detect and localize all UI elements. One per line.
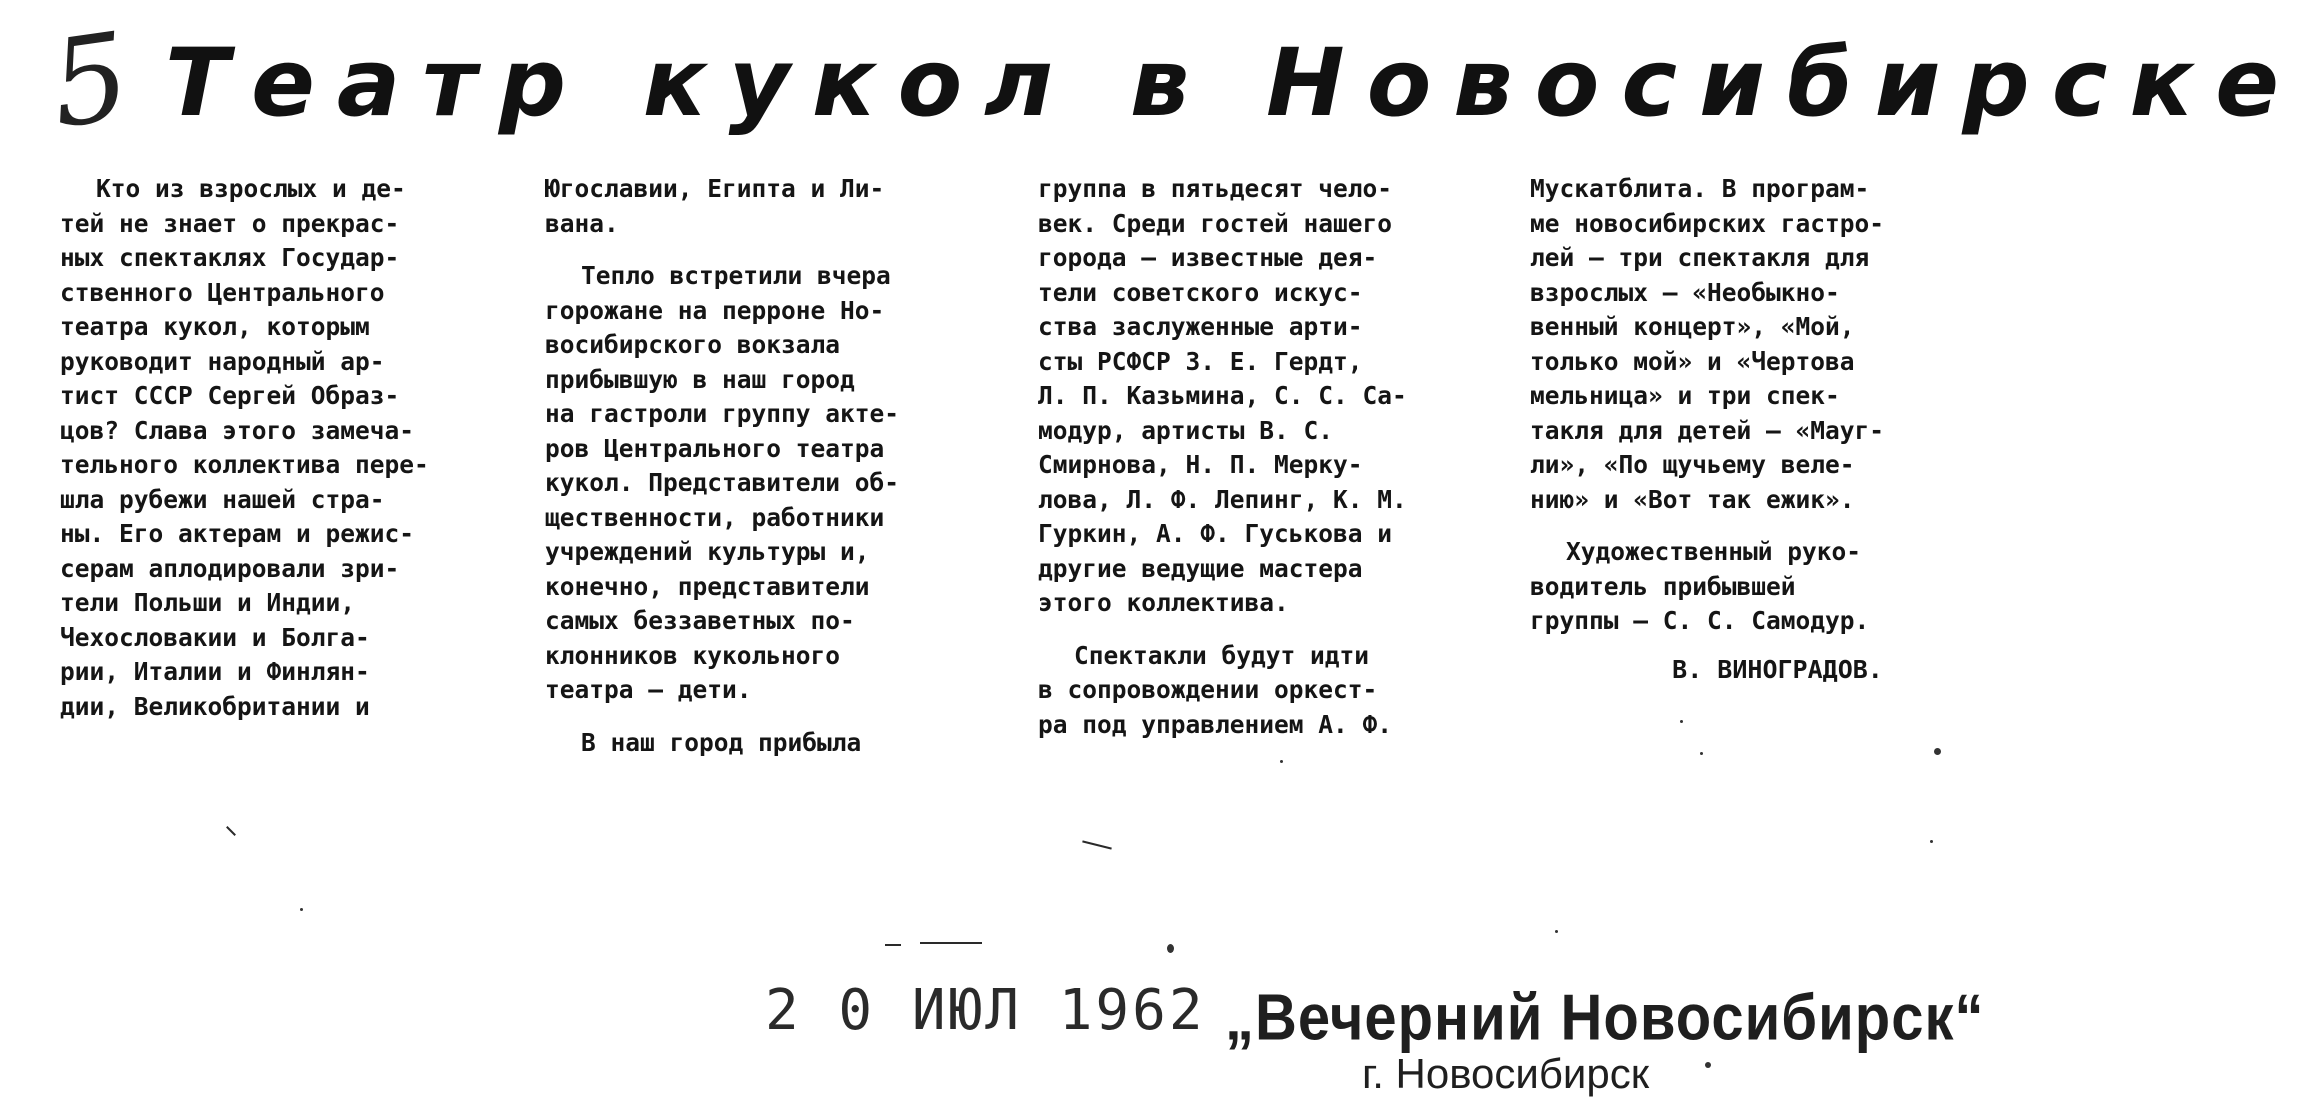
handwritten-number: 5 [42, 7, 138, 156]
ink-speck [1680, 720, 1683, 723]
ink-speck [1555, 930, 1558, 933]
paragraph: Спектакли будут идти в сопровождении оркест- ра под управлением А. Ф. [1038, 640, 1393, 739]
article-column-2 [545, 172, 970, 760]
article-column-1 [60, 172, 485, 724]
date-stamp: 2 0 ИЮЛ 1962 [765, 978, 1206, 1043]
ink-speck [1167, 944, 1174, 953]
ink-speck [1705, 1062, 1711, 1068]
city-stamp: г. Новосибирск [1362, 1050, 1650, 1097]
ink-speck [1700, 752, 1703, 755]
ink-speck [1930, 840, 1933, 843]
article-column-4 [1530, 172, 1955, 687]
paragraph: Кто из взрослых и де- тей не знает о прекрас- ных спектаклях Государ- ственного Центрального театра кукол, которым руководит народный ар- тист СССР Сергей Образ- цов? Слава этого замеча- тельного коллектива пере- шла рубежи нашей стра- ны. Его актерам и режис- серам аплодировали зри- тели Польши и Индии, Чехословакии и Болга- рии, Италии и Финлян- дии, Великобритании и [60, 174, 429, 721]
stamp-rule [885, 944, 901, 946]
article-column-3 [1038, 172, 1463, 742]
paragraph: Художественный руко- водитель прибывшей группы — С. С. Самодур. [1530, 537, 1870, 635]
paragraph: Тепло встретили вчера горожане на перроне Но- восибирского вокзала прибывшую в наш город на гастроли группу акте- ров Центрального театра кукол. Представители об- щественности, работники учреждений культуры и, конечно, представители самых беззаветных по- клонников кукольного театра — дети. [545, 261, 900, 704]
article-headline: Театр кукол в Новосибирске [165, 29, 2301, 138]
ink-speck [1280, 760, 1283, 763]
article-author: В. ВИНОГРАДОВ. [1672, 654, 1883, 684]
ink-speck [226, 826, 236, 836]
paragraph: Мускатблита. В програм- ме новосибирских гастро- лей — три спектакля для взрослых — «Необыкно- венный концерт», «Мой, только мой» и «Чертова мельница» и три спек- такля для детей — «Мауг- ли», «По щучьему веле- нию» и «Вот так ежик». [1530, 174, 1885, 514]
ink-speck [300, 908, 303, 911]
stamp-rule [920, 942, 982, 944]
ink-speck [1082, 840, 1112, 849]
newspaper-name-stamp: „Вечерний Новосибирск“ [1225, 981, 1985, 1054]
paragraph: Югославии, Египта и Ли- вана. [545, 174, 885, 238]
paragraph: В наш город прибыла [581, 727, 862, 757]
ink-speck [1934, 748, 1941, 755]
paragraph: группа в пятьдесят чело- век. Среди гостей нашего города — известные дея- тели советского искус- ства заслуженные арти- сты РСФСР З. Е. Гердт, Л. П. Казьмина, С. С. Са- модур, артисты В. С. Смирнова, Н. П. Мерку- лова, Л. Ф. Лепинг, К. М. Гуркин, А. Ф. Гуськова и другие ведущие мастера этого коллектива. [1038, 174, 1407, 617]
